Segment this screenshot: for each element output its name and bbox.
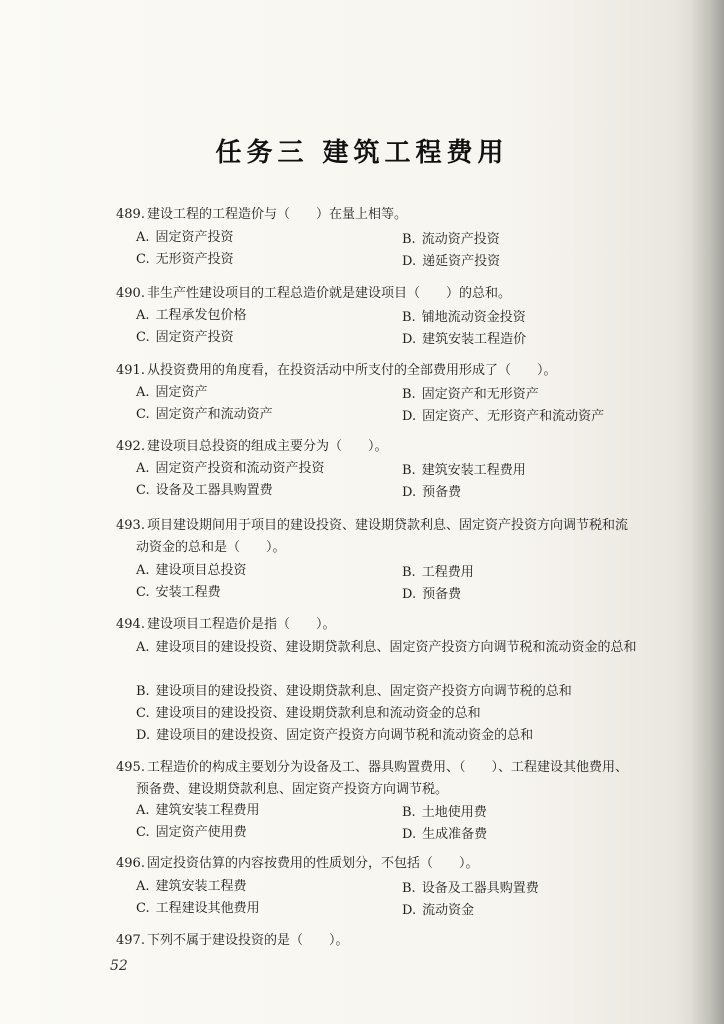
option-a: A. 建设项目的建设投资、建设期贷款利息、固定资产投资方向调节税和流动资金的总和 [136,640,637,655]
option-c: C. 无形资产投资 [136,252,234,267]
option-c: C. 建设项目的建设投资、建设期贷款利息和流动资金的总和 [136,706,481,721]
question-stem: 从投资费用的角度看，在投资活动中所支付的全部费用形成了（ ）。 [146,363,557,378]
option-a: A. 固定资产 [136,385,208,400]
question-stem-line1: 项目建设期间用于项目的建设投资、建设期贷款利息、固定资产投资方向调节税和流 [146,518,628,533]
question-number: 496. [116,856,145,871]
option-b: B. 设备及工器具购置费 [402,881,539,896]
page-number: 52 [110,958,128,974]
question-number: 491. [116,363,145,378]
option-c: C. 安装工程费 [136,585,221,600]
section-title: 任务三 建筑工程费用 [215,138,509,168]
option-d: D. 建设项目的建设投资、固定资产投资方向调节税和流动资金的总和 [136,728,534,743]
question-stem: 建设项目工程造价是指（ ）。 [146,617,336,632]
option-d: D. 预备费 [402,485,462,500]
question-stem: 固定投资估算的内容按费用的性质划分，不包括（ ）。 [146,856,479,871]
question-495 [116,757,682,801]
question-stem-line2: 预备费、建设期贷款利息、固定资产投资方向调节税。 [136,782,449,797]
option-d: D. 固定资产、无形资产和流动资产 [402,409,605,424]
question-number: 493. [116,518,145,533]
question-stem-line2: 动资金的总和是（ ）。 [136,540,286,555]
question-number: 489. [116,207,145,222]
option-a: A. 建筑安装工程费 [136,879,247,894]
option-a: A. 固定资产投资和流动资产投资 [136,461,325,476]
option-d: D. 建筑安装工程造价 [402,332,527,347]
option-d: D. 流动资金 [402,903,475,918]
question-stem: 建设项目总投资的组成主要分为（ ）。 [146,439,388,454]
question-493 [116,515,682,559]
question-stem: 建设工程的工程造价与（ ）在量上相等。 [146,207,407,222]
option-a: A. 工程承发包价格 [136,308,247,323]
option-b: B. 建设项目的建设投资、建设期贷款利息、固定资产投资方向调节税的总和 [136,684,572,699]
question-490 [116,283,511,305]
option-b: B. 建筑安装工程费用 [402,463,526,478]
question-491 [116,360,556,382]
question-number: 490. [116,286,145,301]
question-stem: 下列不属于建设投资的是（ ）。 [146,933,349,948]
option-d: D. 生成准备费 [402,827,488,842]
option-a: A. 建设项目总投资 [136,563,247,578]
question-stem: 非生产性建设项目的工程总造价就是建设项目（ ）的总和。 [146,286,511,301]
option-d: D. 预备费 [402,587,462,602]
option-b: B. 铺地流动资金投资 [402,310,526,325]
option-c: C. 固定资产投资 [136,330,234,345]
option-c: C. 工程建设其他费用 [136,901,260,916]
option-b: B. 工程费用 [402,565,474,580]
option-b: B. 流动资产投资 [402,232,500,247]
option-b: B. 固定资产和无形资产 [402,387,539,402]
question-number: 495. [116,760,145,775]
question-stem-line1: 工程造价的构成主要划分为设备及工、器具购置费用、（ ）、工程建设其他费用、 [146,760,628,775]
question-number: 494. [116,617,145,632]
question-number: 492. [116,439,145,454]
option-a: A. 建筑安装工程费用 [136,803,260,818]
option-a: A. 固定资产投资 [136,230,234,245]
question-494 [116,614,335,636]
option-b: B. 土地使用费 [402,805,487,820]
option-c: C. 设备及工器具购置费 [136,483,273,498]
question-497 [116,930,348,952]
option-c: C. 固定资产使用费 [136,825,247,840]
question-489 [116,204,407,226]
question-492 [116,436,387,458]
option-d: D. 递延资产投资 [402,254,501,269]
question-496 [116,853,478,875]
question-number: 497. [116,933,145,948]
option-c: C. 固定资产和流动资产 [136,407,273,422]
